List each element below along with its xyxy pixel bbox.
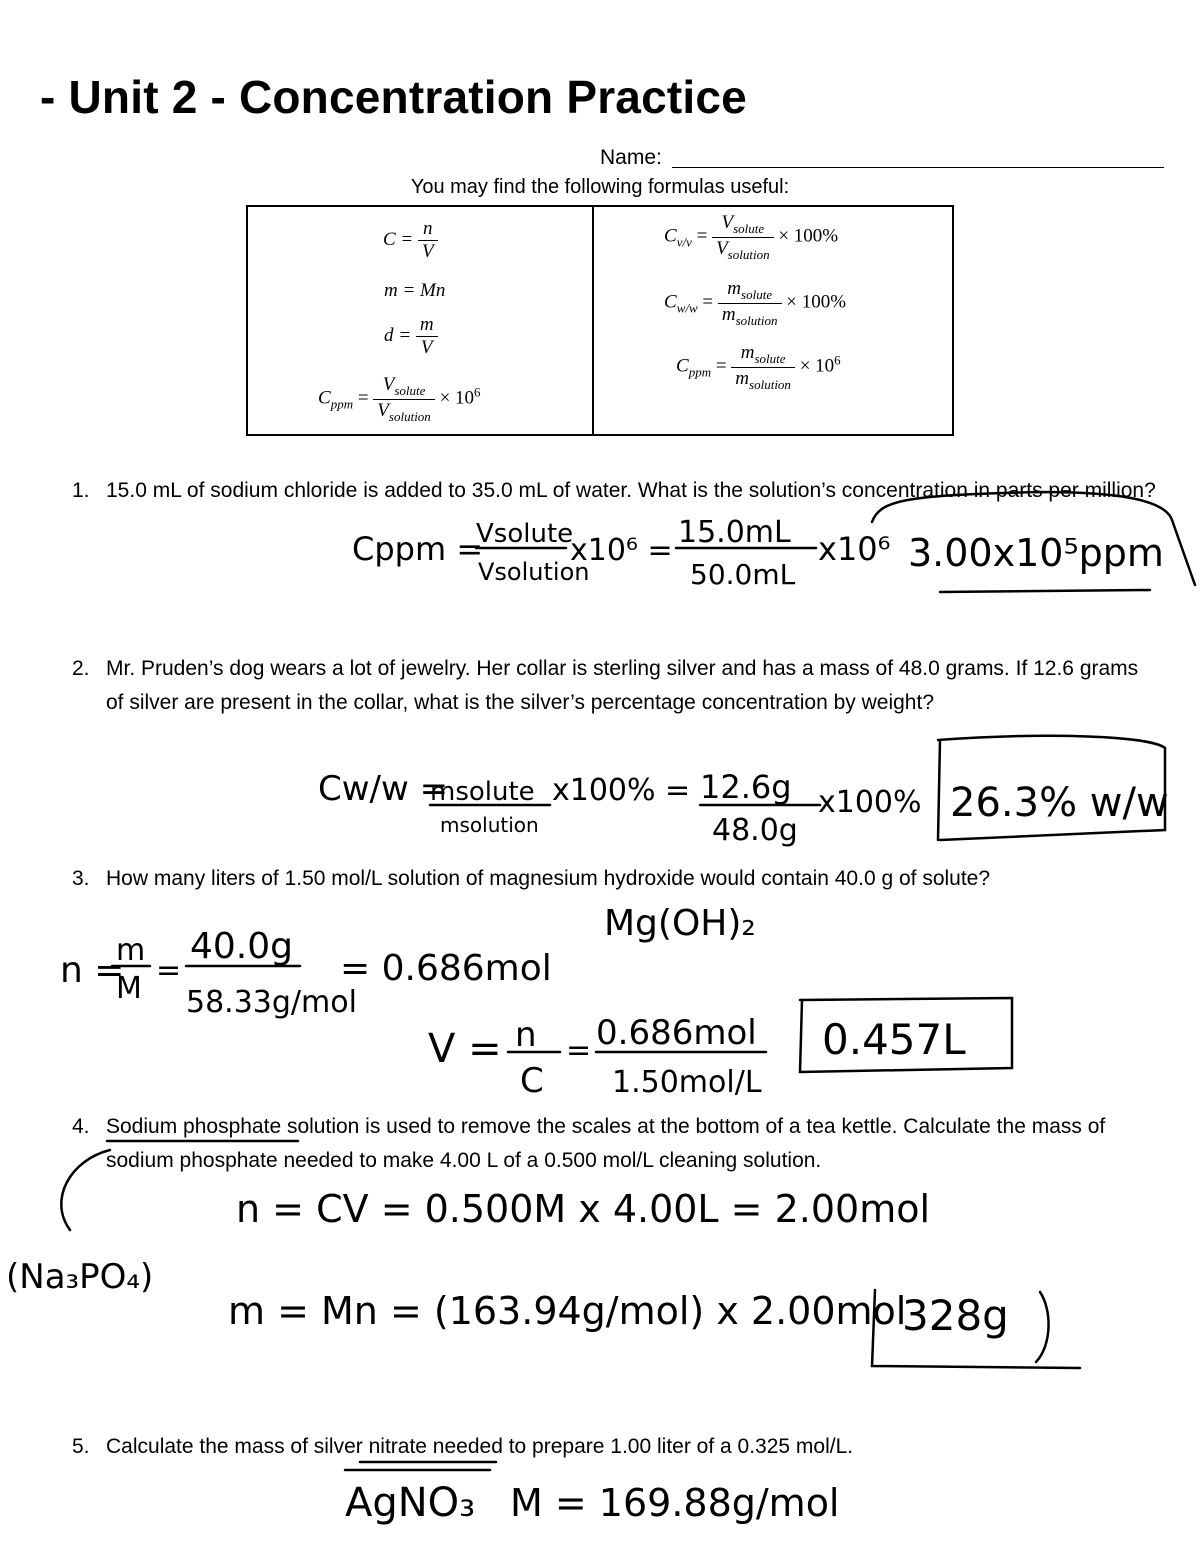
q3-v-eq: = [566, 1033, 592, 1068]
q1-lhs: Cppm = [352, 530, 484, 568]
formula-concentration: C = $\frac{n}{V}$ [383, 218, 438, 263]
q4-answer: 328g [902, 1291, 1009, 1340]
q1-answer-underline [940, 590, 1150, 592]
q3-v-lhs: V = [428, 1026, 502, 1072]
q3-formula: Mg(OH)₂ [604, 903, 756, 944]
q1-den2: 50.0mL [690, 558, 796, 591]
q3-n-eq: = [156, 953, 182, 988]
q2-mult1: x100% = [552, 773, 691, 808]
q4-line1: n = CV = 0.500M x 4.00L = 2.00mol [236, 1187, 931, 1231]
q1-mult1: x10⁶ = [570, 533, 673, 568]
formula-volume-percent: $C_{v/v}$ = $\frac{V_{solute}}{V_{solution}}$ × 100% [664, 212, 839, 262]
q1-answer: 3.00x10⁵ppm [908, 531, 1164, 575]
question-5: 5. Calculate the mass of silver nitrate needed to prepare 1.00 liter of a 0.325 mol/L. [72, 1435, 854, 1458]
q2-den1: msolution [440, 813, 539, 837]
q2-lhs: Cw/w = [318, 769, 449, 809]
formulas-intro: You may find the following formulas useful: [410, 176, 790, 198]
q1-num1: Vsolute [476, 519, 574, 549]
q3-v-den2: 1.50mol/L [612, 1065, 762, 1100]
q3-n-result: = 0.686mol [340, 948, 552, 989]
q2-answer: 26.3% w/w [950, 780, 1169, 826]
q5-molar-mass: M = 169.88g/mol [510, 1481, 840, 1525]
question-2: 2. Mr. Pruden’s dog wears a lot of jewelry. Her collar is sterling silver and has a mass of 48.0 grams. If 12.6 grams of silver are present in the collar, what is the silver’s percentage concentration by weight? [72, 657, 1139, 714]
q3-n-num2: 40.0g [190, 926, 294, 967]
q4-formula: (Na₃PO₄) [6, 1257, 154, 1297]
q4-arrow-to-formula [61, 1150, 110, 1230]
q2-mult2: x100% [818, 785, 922, 820]
q3-n-den: M [116, 971, 142, 1006]
formula-ppm-volume: $C_{ppm}$ = $\frac{V_{solute}}{V_{solution}}$ × $10^6$ [318, 374, 481, 424]
question-3: 3. How many liters of 1.50 mol/L solution of magnesium hydroxide would contain 40.0 g of solute? [72, 867, 991, 890]
q3-n-den2: 58.33g/mol [186, 985, 357, 1020]
q3-n-lhs: n = [60, 950, 125, 991]
q1-mult2: x10⁶ [818, 530, 891, 568]
q2-num2: 12.6g [700, 768, 792, 806]
q2-den2: 48.0g [712, 813, 798, 848]
formula-weight-percent: $C_{w/w}$ = $\frac{m_{solute}}{m_{solution}}$ × 100% [664, 278, 847, 328]
question-4: 4. Sodium phosphate solution is used to remove the scales at the bottom of a tea kettle. Calculate the mass of sodium phosphate needed to make 4.00 L of a 0.500 mol/L cleaning solution. [72, 1115, 1106, 1172]
formula-ppm-mass: $C_{ppm}$ = $\frac{m_{solute}}{m_{solution}}$ × $10^6$ [676, 342, 841, 392]
q1-num2: 15.0mL [678, 515, 791, 550]
q3-v-num: n [515, 1015, 537, 1055]
q3-v-den: C [520, 1061, 544, 1101]
q3-n-num: m [116, 933, 146, 968]
formula-density: d = $\frac{m}{V}$ [384, 314, 438, 359]
question-1: 1. 15.0 mL of sodium chloride is added to 35.0 mL of water. What is the solution’s concentration in parts per million? [72, 479, 1156, 502]
formula-mass: m = Mn [384, 280, 446, 301]
q1-den1: Vsolution [478, 558, 590, 586]
q3-v-num2: 0.686mol [596, 1013, 757, 1053]
q3-answer: 0.457L [822, 1015, 966, 1064]
q4-line2: m = Mn = (163.94g/mol) x 2.00mol [228, 1289, 907, 1333]
name-label: Name: [600, 146, 662, 169]
page-title: - Unit 2 - Concentration Practice [40, 71, 747, 123]
q2-num1: msolute [430, 777, 535, 807]
q5-formula: AgNO₃ [345, 1480, 476, 1526]
